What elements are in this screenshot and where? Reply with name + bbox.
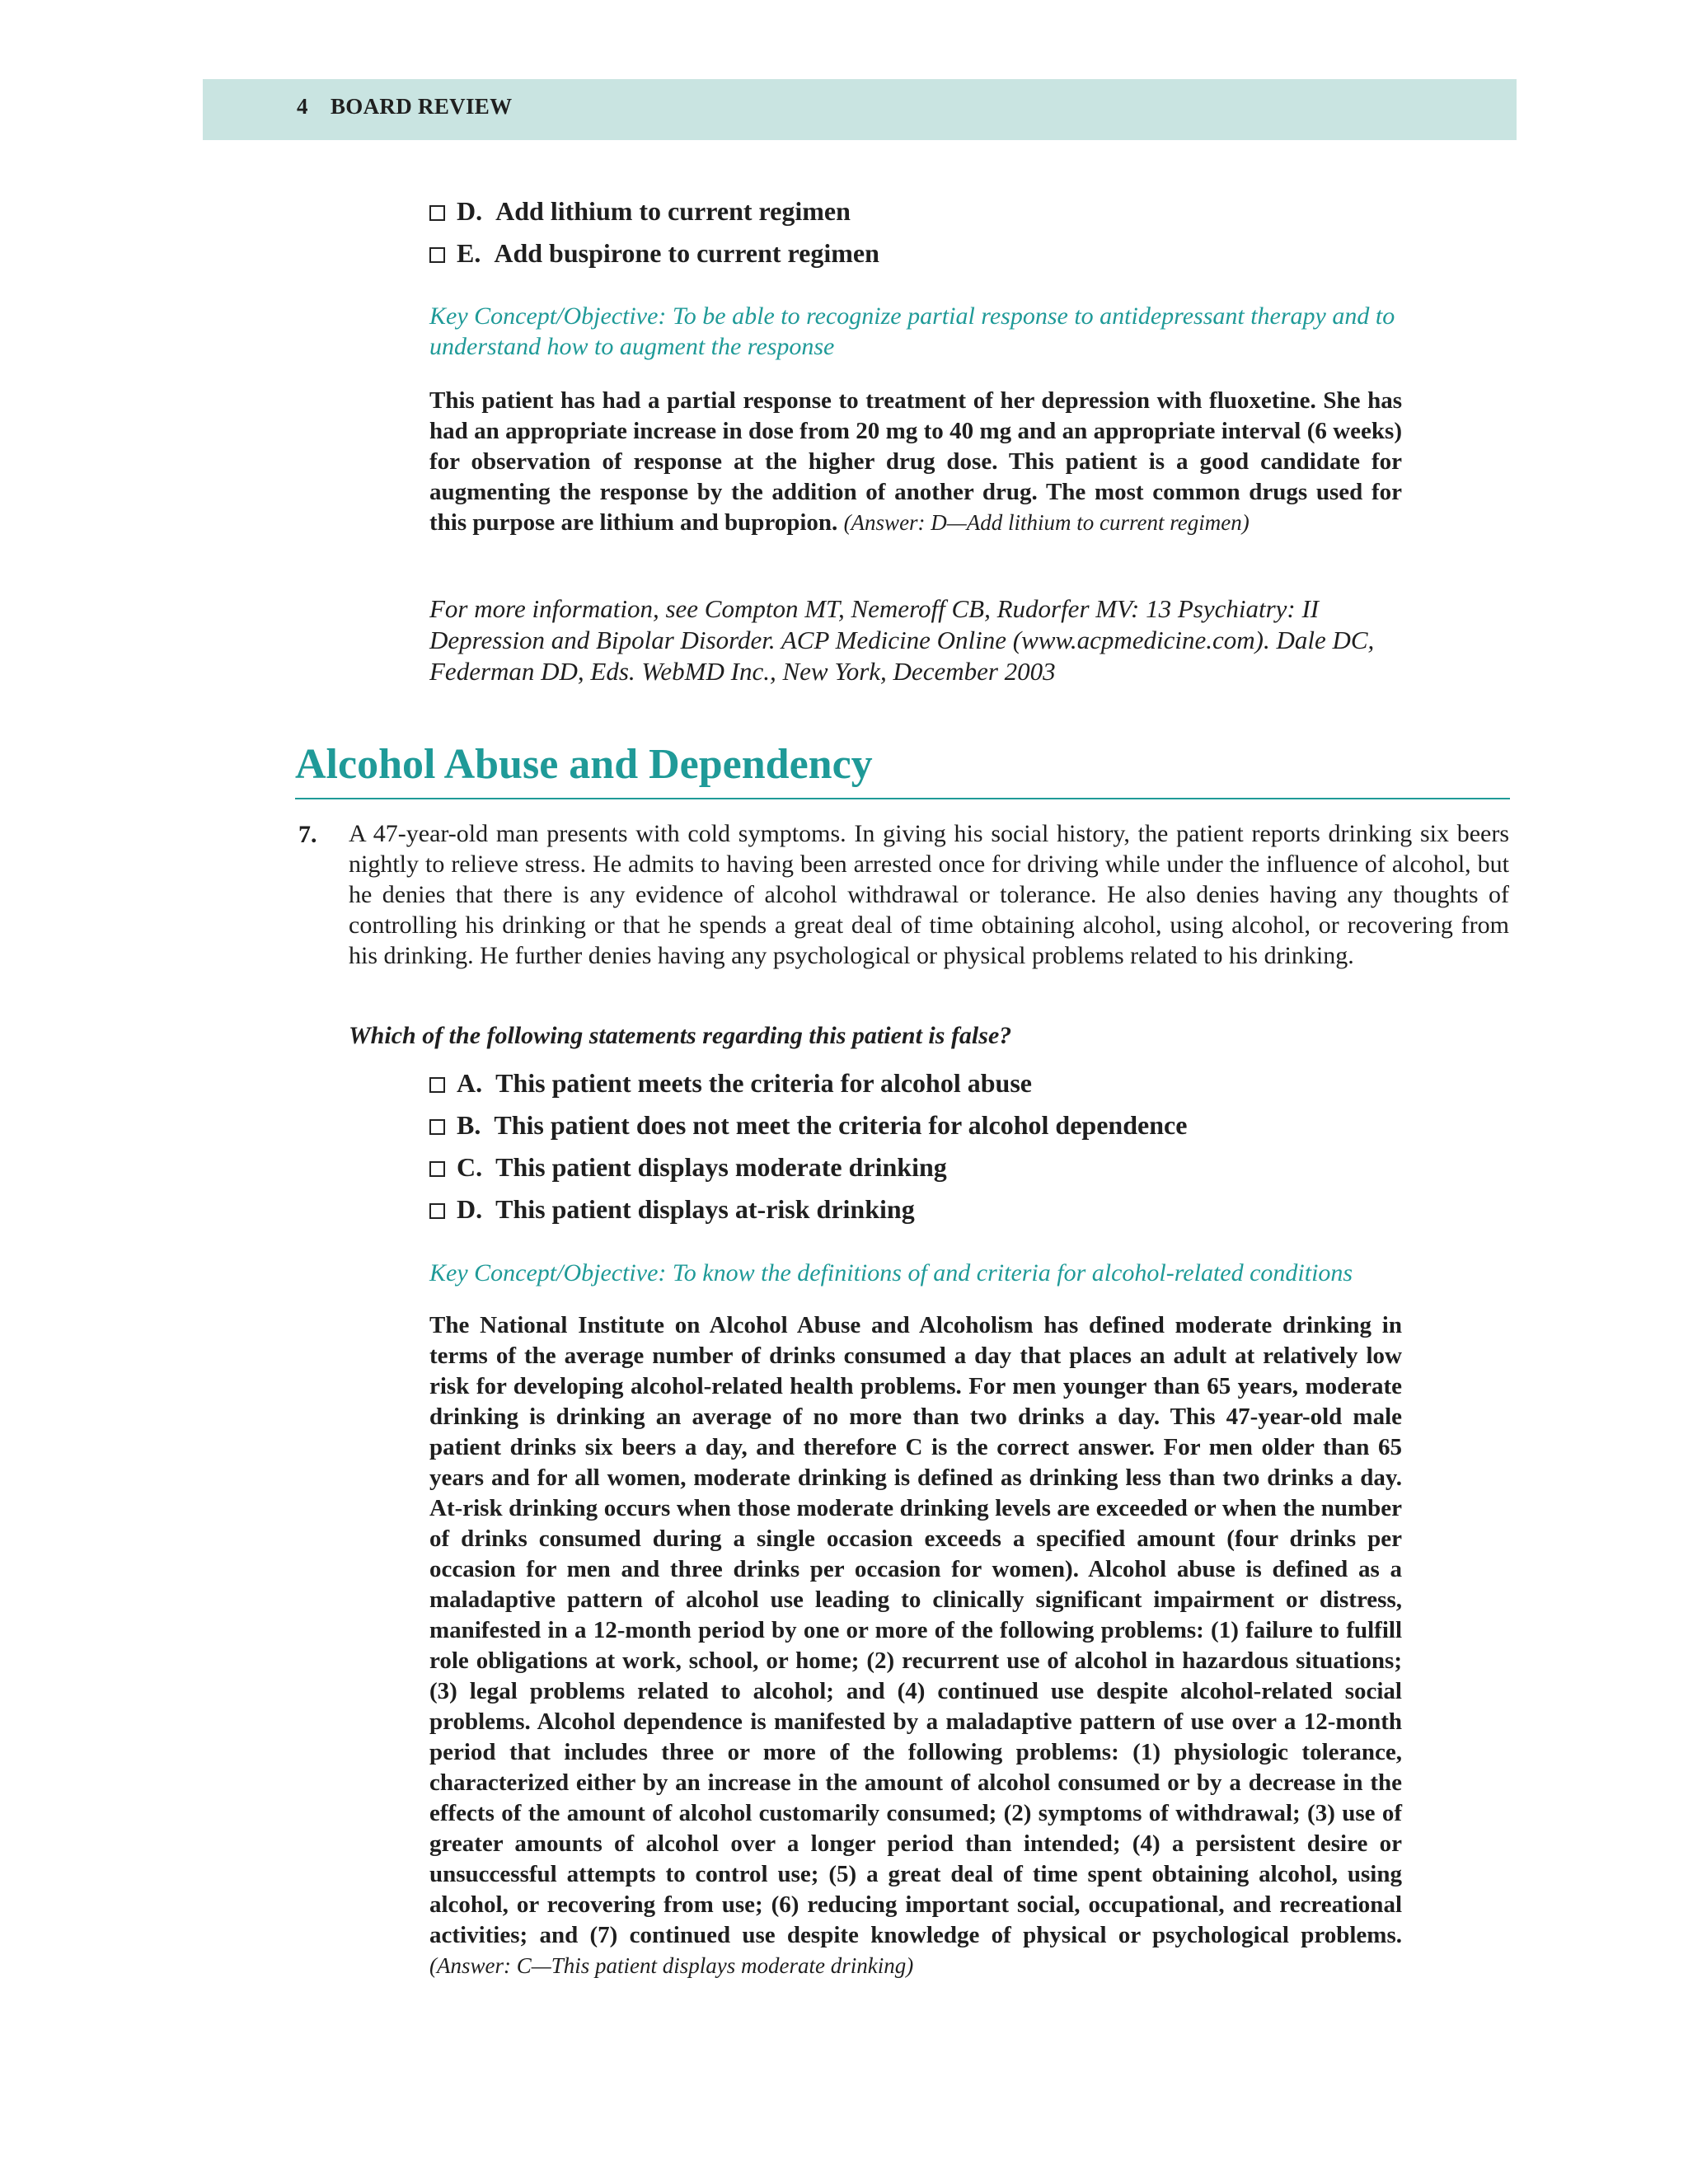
page-number: 4 (297, 94, 308, 119)
prev-option-e[interactable] (429, 238, 879, 269)
answer-text: (Answer: C—This patient displays moderate drinking) (429, 1953, 914, 1978)
prev-option-d[interactable] (429, 196, 851, 227)
checkbox-icon[interactable] (429, 1161, 445, 1177)
option-a[interactable] (429, 1068, 1032, 1099)
option-d[interactable] (429, 1194, 915, 1225)
checkbox-icon[interactable] (429, 1077, 445, 1093)
question-prompt: Which of the following statements regarding this patient is false? (349, 1022, 1012, 1049)
checkbox-icon[interactable] (429, 1119, 445, 1135)
running-head: BOARD REVIEW (331, 94, 513, 119)
explanation-text: This patient has had a partial response to treatment of her depression with fluoxetine. She has had an appropriate increase in dose from 20 mg to 40 mg and an appropriate interval (6 weeks) for observation of response at the higher drug dose. This patient is a good candidate for augmenting the response by the addition of another drug. The most common drugs used for this purpose are lithium and bupropion. (429, 387, 1402, 536)
option-letter: B. (457, 1110, 481, 1140)
prev-explanation (429, 386, 1402, 538)
option-text: Add lithium to current regimen (495, 196, 851, 226)
option-text: This patient meets the criteria for alcohol abuse (495, 1068, 1032, 1098)
option-letter: A. (457, 1068, 483, 1098)
checkbox-icon[interactable] (429, 247, 445, 263)
option-letter: C. (457, 1152, 483, 1182)
explanation (429, 1310, 1402, 1981)
answer-text: (Answer: D—Add lithium to current regimen) (843, 510, 1250, 535)
checkbox-icon[interactable] (429, 1203, 445, 1219)
option-letter: D. (457, 1194, 483, 1224)
question-stem: A 47-year-old man presents with cold symptoms. In giving his social history, the patient reports drinking six beers nightly to relieve stress. He admits to having been arrested once for driving while under the influence of alcohol, but he denies that there is any evidence of alcohol withdrawal or tolerance. He also denies having any thoughts of controlling his drinking or that he spends a great deal of time obtaining alcohol, using alcohol, or recovering from his drinking. He further denies having any psychological or physical problems related to his drinking. (349, 820, 1509, 969)
option-b[interactable] (429, 1110, 1187, 1141)
prev-key-concept: Key Concept/Objective: To be able to recognize partial response to antidepressant therapy and to understand how to augment the response (429, 302, 1395, 360)
section-title: Alcohol Abuse and Dependency (295, 741, 873, 788)
option-text: Add buspirone to current regimen (494, 238, 879, 268)
option-text: This patient displays moderate drinking (495, 1152, 947, 1182)
checkbox-icon[interactable] (429, 205, 445, 221)
page-header (203, 79, 1517, 140)
prev-reference: For more information, see Compton MT, Nemeroff CB, Rudorfer MV: 13 Psychiatry: II Depression and Bipolar Disorder. ACP Medicine Online (www.acpmedicine.com). Dale DC, Federman DD, Eds. WebMD Inc., New York, December 2003 (429, 594, 1375, 686)
explanation-text: The National Institute on Alcohol Abuse and Alcoholism has defined moderate drinking in terms of the average number of drinks consumed a day that places an adult at relatively low risk for developing alcohol-related health problems. For men younger than 65 years, moderate drinking is drinking an average of no more than two drinks a day. This 47-year-old male patient drinks six beers a day, and therefore C is the correct answer. For men older than 65 years and for all women, moderate drinking is defined as drinking less than two drinks a day. At-risk drinking occurs when those moderate drinking levels are exceeded or when the number of drinks consumed during a single occasion exceeds a specified amount (four drinks per occasion for men and three drinks per occasion for women). Alcohol abuse is defined as a maladaptive pattern of alcohol use leading to clinically significant impairment or distress, manifested in a 12-month period by one or more of the following problems: (1) failure to fulfill role obligations at work, school, or home; (2) recurrent use of alcohol in hazardous situations; (3) legal problems related to alcohol; and (4) continued use despite alcohol-related social problems. Alcohol dependence is manifested by a maladaptive pattern of use over a 12-month period that includes three or more of the following problems: (1) physiologic tolerance, characterized either by an increase in the amount of alcohol consumed or by a decrease in the effects of the amount of alcohol customarily consumed; (2) symptoms of withdrawal; (3) use of greater amounts of alcohol over a longer period than intended; (4) a persistent desire or unsuccessful attempts to control use; (5) a great deal of time spent obtaining alcohol, using alcohol, or recovering from use; (6) reducing important social, occupational, and recreational activities; and (7) continued use despite knowledge of physical or psychological problems. (429, 1312, 1402, 1948)
option-c[interactable] (429, 1152, 947, 1183)
key-concept: Key Concept/Objective: To know the definitions of and criteria for alcohol-related conditions (429, 1259, 1353, 1286)
option-letter: E. (457, 238, 481, 268)
question-number: 7. (298, 821, 317, 848)
section-divider (295, 798, 1510, 799)
option-text: This patient does not meet the criteria for alcohol dependence (494, 1110, 1188, 1140)
option-letter: D. (457, 196, 483, 226)
option-text: This patient displays at-risk drinking (495, 1194, 915, 1224)
